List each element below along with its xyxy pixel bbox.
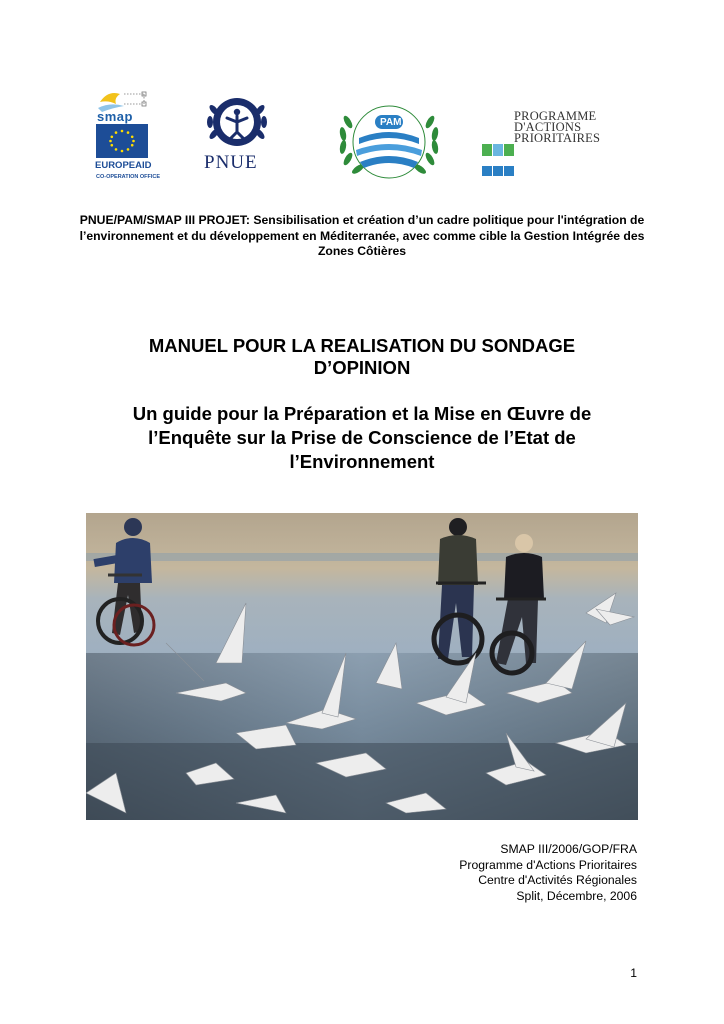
main-title-line-1: MANUEL POUR LA REALISATION DU SONDAGE	[148, 335, 576, 356]
pnue-logo	[200, 92, 274, 178]
subtitle	[90, 402, 634, 474]
document-reference: SMAP III/2006/GOP/FRA	[500, 842, 637, 856]
project-text: Sensibilisation et création d’un cadre politique pour l'intégration de l’environnement et du développement en Méditerranée, avec comme cible la Gestion Intégrée des Zones Côtières	[79, 213, 645, 258]
pam-laurel-emblem-icon	[334, 102, 444, 184]
europeaid-wordmark: EUROPEAID	[95, 160, 152, 171]
pap-line-2: D'ACTIONS	[514, 120, 582, 134]
smap-wordmark: smap	[97, 109, 133, 124]
subtitle-line-3: l’Environnement	[289, 451, 435, 472]
pap-line-1: PROGRAMME	[514, 109, 597, 123]
un-emblem-icon	[200, 92, 274, 152]
centre-name: Centre d'Activités Régionales	[478, 873, 637, 887]
cooperation-office-text: CO-OPERATION OFFICE	[96, 174, 161, 180]
pap-line-3: PRIORITAIRES	[514, 131, 601, 145]
pap-squares-icon	[480, 144, 516, 178]
place-date: Split, Décembre, 2006	[516, 888, 637, 903]
pam-logo	[334, 102, 444, 184]
main-title	[60, 335, 664, 379]
subtitle-line-1: Un guide pour la Préparation et la Mise en Œuvre de	[132, 403, 592, 424]
cover-photo	[86, 513, 638, 820]
pap-logo	[480, 110, 620, 180]
project-description	[60, 213, 664, 260]
document-info	[277, 842, 637, 904]
program-name: Programme d'Actions Prioritaires	[459, 857, 637, 872]
subtitle-line-2: l’Enquête sur la Prise de Conscience de l’Etat de	[148, 427, 576, 448]
smap-europeaid-logo	[94, 88, 161, 184]
pam-wordmark: PAM	[380, 117, 402, 128]
page-number: 1	[630, 966, 637, 980]
children-cycling-seagulls-image	[86, 513, 638, 820]
main-title-line-2: D’OPINION	[313, 357, 411, 378]
project-prefix: PNUE/PAM/SMAP III PROJET:	[79, 213, 250, 227]
pnue-wordmark: PNUE	[204, 152, 258, 173]
